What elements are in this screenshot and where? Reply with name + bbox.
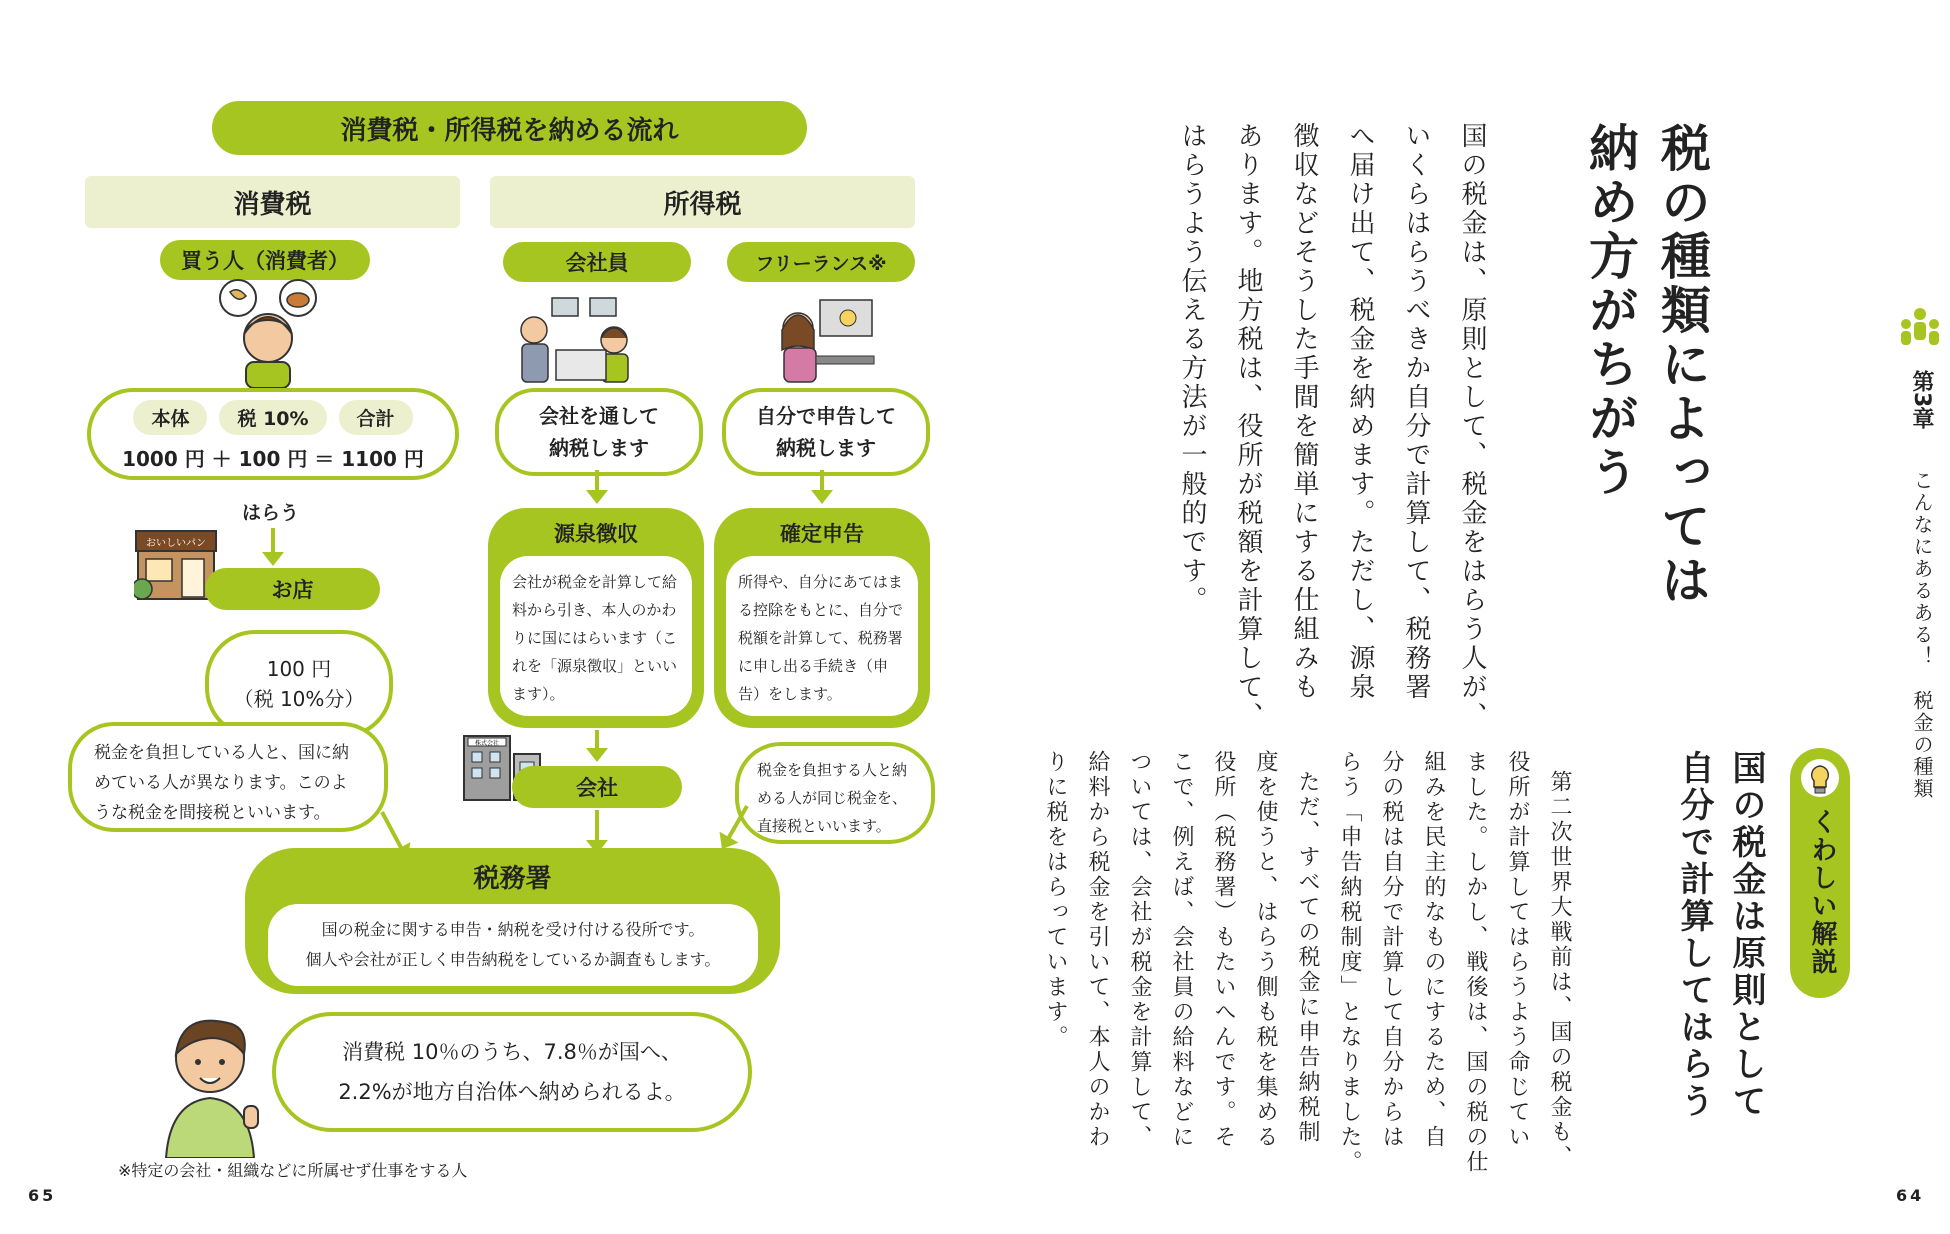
body-col-5: あります。地方税は、役所が税額を計算して、	[1233, 122, 1263, 731]
price-calc-box	[87, 388, 459, 480]
indirect-tax-note: 税金を負担している人と、国に納めている人が異なります。このような税金を間接税といいます。	[68, 722, 388, 832]
arrow-to-filing	[820, 470, 824, 494]
income-header: 所得税	[490, 176, 915, 228]
freelance-box	[722, 388, 930, 476]
detail-col-4: 組みを民主的なものにするため、自	[1421, 750, 1446, 1150]
tax-office-body	[268, 904, 758, 986]
calc-total-label: 合計	[339, 400, 413, 435]
sub-title-col2: 自分で計算してはらう	[1674, 750, 1714, 1120]
people-icon	[1898, 306, 1942, 350]
freelance-box-line1: 自分で申告して	[756, 404, 896, 428]
employee-box	[495, 388, 703, 476]
detail-col-12: 給料から税金を引いて、本人のかわ	[1085, 750, 1110, 1150]
withholding-text: 会社が税金を計算して給料から引き、本人のかわりに国にはらいます（これを「源泉徴収」といいます）。	[500, 556, 692, 716]
calc-tax-label: 税 10%	[219, 400, 326, 435]
calc-formula: 1000 円 ＋ 100 円 ＝ 1100 円	[122, 447, 424, 471]
body-col-4: 徴収などそうした手間を簡単にする仕組みも	[1289, 122, 1319, 702]
body-col-1: 国の税金は、原則として、税金をはらう人が、	[1457, 122, 1487, 731]
detail-col-9: 役所（税務署）もたいへんです。そ	[1211, 750, 1236, 1150]
employee-label: 会社員	[503, 242, 691, 282]
employee-box-line1: 会社を通して	[539, 404, 659, 428]
detail-col-1: 第二次世界大戦前は、国の税金も、	[1547, 770, 1572, 1170]
flow-title: 消費税・所得税を納める流れ	[212, 101, 807, 155]
calc-base-label: 本体	[133, 400, 207, 435]
running-head: こんなにあるある！ 税金の種類	[1910, 470, 1934, 800]
detail-col-10: こで、例えば、会社員の給料などに	[1169, 750, 1194, 1150]
speech-line2: 2.2%が地方自治体へ納められるよ。	[338, 1080, 686, 1104]
shop-label: お店	[205, 568, 380, 610]
detail-col-2: 役所が計算してはらうよう命じてい	[1505, 750, 1530, 1150]
arrow-indirect-to-office	[380, 811, 404, 852]
right-page-number: 64	[1896, 1186, 1925, 1205]
body-col-2: いくらはらうべきか自分で計算して、税務署	[1401, 122, 1431, 702]
detail-col-7: ただ、すべての税金に申告納税制	[1295, 770, 1320, 1145]
consumption-header: 消費税	[85, 176, 460, 228]
withholding-title: 源泉徴収	[554, 522, 638, 546]
detail-col-11: ついては、会社が税金を計算して、	[1127, 750, 1152, 1150]
arrow-to-withholding	[595, 470, 599, 494]
freelancer-illustration	[768, 290, 878, 386]
tree-icon	[134, 579, 152, 599]
detail-col-8: 度を使うと、はらう側も税を集める	[1253, 750, 1278, 1150]
detail-col-5: 分の税は自分で計算して自分からは	[1379, 750, 1404, 1150]
pay-label: はらう	[242, 502, 300, 524]
freelance-box-line2: 納税します	[776, 436, 876, 460]
chapter-label: 第3章	[1909, 370, 1934, 430]
filing-title: 確定申告	[780, 522, 864, 546]
speech-line1: 消費税 10％のうち、7.8％が国へ、	[342, 1040, 682, 1064]
arrow-to-company	[595, 730, 599, 752]
main-title-col1: 税の種類によっては	[1653, 122, 1711, 608]
arrow-to-shop	[271, 528, 275, 556]
company-label: 会社	[512, 766, 682, 808]
detail-col-6: らう「申告納税制度」となりました。	[1337, 750, 1362, 1175]
detail-col-13: りに税をはらっています。	[1043, 750, 1068, 1050]
buyer-label: 買う人（消費者）	[160, 240, 370, 280]
arrow-company-to-office	[595, 810, 599, 844]
employee-box-line2: 納税します	[549, 436, 649, 460]
direct-tax-note: 税金を負担する人と納める人が同じ税金を、直接税といいます。	[735, 742, 935, 844]
body-col-6: はらうよう伝える方法が一般的です。	[1177, 122, 1207, 615]
left-page-number: 65	[28, 1186, 57, 1205]
shop-amount-line1: 100 円	[266, 657, 332, 681]
body-col-3: へ届け出て、税金を納めます。ただし、源泉	[1345, 122, 1375, 702]
speech-bubble	[272, 1012, 752, 1132]
filing-text: 所得や、自分にあてはまる控除をもとに、自分で税額を計算して、税務署に申し出る手続き（申告）をします。	[726, 556, 918, 716]
man-illustration	[158, 1008, 268, 1158]
tax-office-line2: 個人や会社が正しく申告納税をしているか調査もします。	[305, 950, 721, 969]
freelance-label: フリーランス※	[727, 242, 915, 282]
company-sign: 株式会社	[474, 740, 500, 747]
office-illustration	[512, 290, 652, 386]
lightbulb-icon	[1800, 758, 1840, 802]
shopper-illustration	[210, 278, 330, 388]
detail-badge-label: くわしい解説	[1807, 808, 1837, 976]
sub-title-col1: 国の税金は原則として	[1726, 750, 1766, 1120]
tax-office-title: 税務署	[473, 864, 552, 894]
footnote: ※特定の会社・組織などに所属せず仕事をする人	[118, 1161, 468, 1180]
detail-col-3: ました。しかし、戦後は、国の税の仕	[1463, 750, 1488, 1175]
main-title-col2: 納め方がちがう	[1581, 122, 1639, 500]
shop-sign: おいしいパン	[146, 538, 206, 549]
shop-amount-line2: （税 10%分）	[233, 687, 365, 711]
tax-office-line1: 国の税金に関する申告・納税を受け付ける役所です。	[321, 920, 705, 939]
